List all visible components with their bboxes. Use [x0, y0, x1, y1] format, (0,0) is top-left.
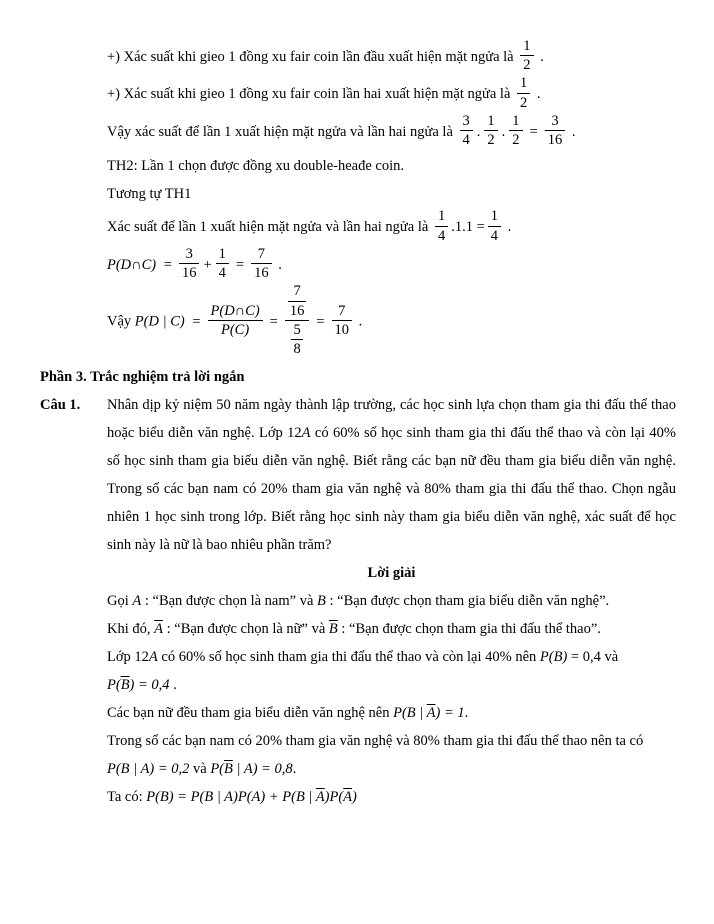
fraction	[291, 322, 302, 357]
fraction-numerator: 3	[460, 113, 473, 131]
text-run: Các bạn nữ đều tham gia biểu diễn văn nghệ nên	[107, 705, 394, 722]
line-similar-th1	[107, 180, 676, 208]
math-expression: P(D | C)	[134, 313, 185, 330]
equals-sign: =	[163, 256, 172, 273]
period: .	[507, 219, 512, 236]
plus-sign: +	[203, 256, 212, 273]
fraction-numerator: P(D∩C)	[208, 303, 263, 321]
fraction	[332, 303, 353, 338]
math-run: .1.1 =	[451, 219, 485, 236]
fraction	[288, 283, 307, 318]
math-variable: A	[148, 649, 158, 666]
text-run: Xác suất để lần 1 xuất hiện mặt ngửa và lần hai ngửa là	[107, 219, 429, 236]
period: .	[358, 313, 363, 330]
fraction-numerator: 3	[545, 113, 566, 131]
period: .	[278, 256, 282, 273]
text-run: và	[600, 649, 619, 666]
text-run: +) Xác suất khi gieo 1 đồng xu fair coin lần hai xuất hiện mặt ngửa là	[107, 86, 511, 103]
period: .	[540, 49, 544, 66]
fraction	[179, 246, 200, 281]
fraction-denominator: 2	[523, 57, 531, 74]
fraction-numerator: 1	[488, 208, 501, 226]
text-run: có 60% số học sinh tham gia thi đấu thể thao và còn lại 40% nên	[157, 649, 540, 666]
solution-line-complements	[107, 615, 676, 643]
math-variable-overline: $\overline{A}$	[315, 789, 325, 806]
line-th2-product	[107, 210, 676, 245]
line-fair-coin-second	[107, 77, 676, 112]
math-expression: ) = 1	[435, 705, 465, 722]
equals-sign: =	[316, 313, 325, 330]
solution-line-total-probability	[107, 783, 676, 811]
math-expression: | A) = 0,8	[232, 761, 293, 778]
multiplication-dot: .	[501, 124, 506, 140]
period: .	[536, 86, 541, 103]
math-variable-overline: $\overline{B}$	[328, 621, 338, 638]
text-run: Vậy xác suất để lần 1 xuất hiện mặt ngửa và lần hai ngửa là	[107, 124, 453, 140]
text-run: Trong số các bạn nam có 20% tham gia văn nghệ và 80% tham gia thi đấu thể thao nên ta có	[107, 733, 644, 750]
period: .	[169, 677, 177, 694]
nested-fraction	[285, 283, 310, 357]
fraction	[216, 246, 229, 281]
fraction-numerator: 5	[291, 322, 302, 340]
fraction-numerator: 1	[509, 113, 522, 131]
text-run: Ta có:	[107, 789, 147, 806]
solution-line-boys	[107, 727, 676, 755]
fraction	[488, 208, 501, 243]
fraction-numerator: 7	[251, 246, 272, 264]
math-expression: P(B | A) = 0,2	[107, 761, 190, 778]
heading-text: Phần 3. Trắc nghiệm trả lời ngắn	[40, 369, 245, 386]
fraction-denominator: 4	[462, 132, 470, 149]
text-run: : “Bạn được chọn là nam” và	[141, 593, 318, 610]
fraction-denominator: 2	[487, 132, 495, 149]
math-variable: A	[301, 425, 311, 442]
math-variable-overline: $\overline{A}$	[343, 789, 353, 806]
line-conditional-probability	[107, 285, 676, 359]
fraction	[484, 113, 497, 148]
text-run: +) Xác suất khi gieo 1 đồng xu fair coin lần đầu xuất hiện mặt ngửa là	[107, 49, 514, 66]
math-expression: P(	[107, 677, 121, 694]
math-expression: P(B) = P(B | A)P(A) + P(B |	[146, 789, 316, 806]
fraction-denominator: 16	[254, 265, 269, 282]
fraction-numerator: 7	[332, 303, 353, 321]
text-run: có 60% số học sinh tham gia thi đấu thể thao và còn lại 40% số học sinh tham gia biểu diễn văn nghệ. Biết rằng các bạn nữ đều tham gia biểu diễn văn nghệ. Trong số các bạn nam có 20% tham gia văn nghệ và 80% tham gia thi đấu thể thao. Chọn ngẫu nhiên 1 học sinh trong lớp. Biết rằng học sinh này tham gia biểu diễn văn nghệ, xác suất để học sinh này là nữ là bao nhiêu phần trăm?	[107, 425, 676, 554]
math-run: = 0,4	[567, 649, 601, 666]
fraction-denominator: 4	[490, 227, 499, 244]
fraction-denominator: 2	[512, 132, 520, 149]
math-variable-overline: $\overline{A}$	[154, 621, 163, 638]
text-run: Khi đó,	[107, 621, 155, 638]
question-1-label: Câu 1.	[40, 397, 81, 414]
fraction-denominator: 4	[218, 265, 226, 282]
text-run: TH2: Lần 1 chọn được đồng xu double-heađe coin.	[107, 158, 404, 175]
part3-heading	[40, 363, 676, 391]
fraction	[251, 246, 272, 281]
text-run: Lớp 12	[107, 649, 149, 666]
period: .	[464, 705, 469, 722]
big-fraction	[208, 303, 263, 338]
fraction-numerator: 1	[517, 75, 530, 93]
solution-line-pb	[107, 643, 676, 671]
equals-sign: =	[235, 256, 245, 273]
solution-line-conditionals	[107, 755, 676, 783]
fraction	[520, 38, 533, 73]
solution-line-definitions	[107, 587, 676, 615]
fraction-numerator: 3	[179, 246, 200, 264]
math-variable-overline: $\overline{B}$	[120, 677, 130, 694]
math-expression: P(D∩C)	[107, 256, 157, 273]
text-run: : “Bạn được chọn là nữ” và	[162, 621, 329, 638]
fraction-denominator: P(C)	[220, 321, 250, 338]
line-p-intersection	[107, 245, 676, 283]
fraction-denominator: 10	[334, 321, 350, 338]
text-run: Gọi	[107, 593, 133, 610]
fraction	[545, 113, 566, 148]
fraction-numerator: 1	[520, 38, 533, 56]
fraction-numerator: 1	[484, 113, 497, 131]
equals-sign: =	[529, 124, 538, 140]
math-expression: P(B)	[539, 649, 568, 666]
math-expression: ) = 0,4	[129, 677, 170, 694]
fraction-denominator: 2	[520, 94, 528, 111]
math-expression: )P(	[324, 789, 344, 806]
question-1	[40, 391, 676, 559]
fraction-denominator: 8	[293, 341, 301, 358]
solution-line-pb-bar	[107, 671, 676, 699]
math-variable-overline: $\overline{A}$	[426, 705, 436, 722]
period: .	[571, 124, 576, 140]
fraction-denominator: 4	[437, 227, 446, 244]
fraction-denominator: 16	[289, 302, 305, 319]
multiplication-dot: .	[476, 124, 481, 140]
fraction	[509, 113, 522, 148]
line-fair-coin-first	[107, 40, 676, 75]
line-th1-product	[107, 112, 676, 150]
math-variable: B	[317, 593, 326, 610]
equals-sign: =	[192, 313, 201, 330]
fraction-numerator: 1	[216, 246, 229, 264]
line-th2	[107, 152, 676, 180]
question-1-text	[107, 391, 676, 559]
fraction	[517, 75, 530, 110]
math-expression: P(	[210, 761, 224, 778]
text-run: : “Bạn được chọn tham gia biểu diễn văn nghệ”.	[325, 593, 610, 610]
fraction-denominator: 16	[547, 132, 563, 149]
solution-line-girls	[107, 699, 676, 727]
fraction-denominator	[285, 321, 310, 357]
text-run: Nhân dịp kỷ niệm 50 năm ngày thành lập trường, các học sinh lựa chọn tham gia thi đấu thể thao hoặc biểu diễn văn nghệ. Lớp 12	[107, 397, 676, 442]
text-run: Tương tự TH1	[107, 186, 192, 203]
fraction	[435, 208, 448, 243]
text-run: Vậy	[107, 313, 132, 330]
fraction-numerator: 1	[435, 208, 448, 226]
fraction-denominator: 16	[181, 265, 197, 282]
math-variable-overline: $\overline{B}$	[224, 761, 233, 778]
solution-heading	[107, 559, 676, 587]
math-expression: P(B |	[393, 705, 427, 722]
fraction	[460, 113, 473, 148]
period: .	[292, 761, 297, 778]
heading-text: Lời giải	[367, 565, 416, 582]
equals-sign: =	[269, 313, 278, 330]
text-run: : “Bạn được chọn tham gia thi đấu thể thao”.	[337, 621, 601, 638]
fraction-numerator	[285, 283, 310, 320]
math-variable: A	[132, 593, 142, 610]
math-expression: )	[352, 789, 357, 806]
text-run: và	[189, 761, 211, 778]
fraction-numerator: 7	[288, 283, 307, 301]
